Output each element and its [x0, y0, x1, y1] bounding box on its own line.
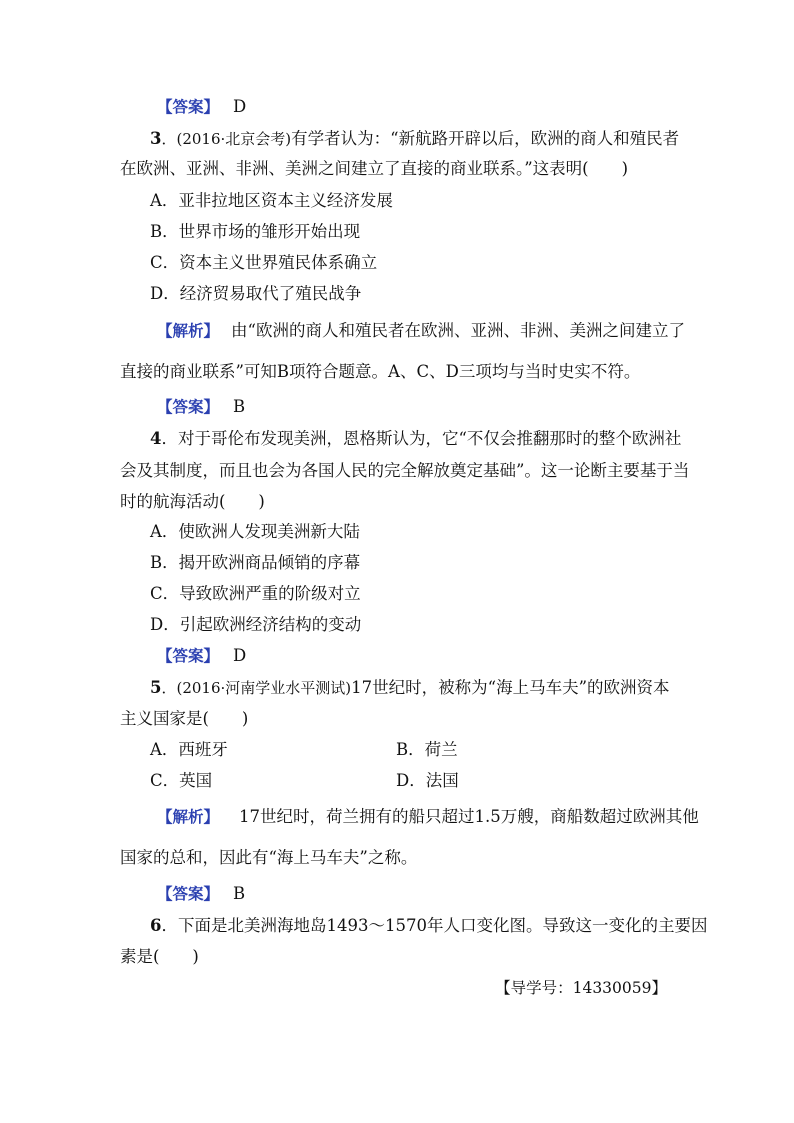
- answer-line: [157, 645, 246, 667]
- question-number: 4: [150, 429, 162, 448]
- explanation-line-1: [157, 320, 685, 342]
- question-text: ．下面是北美洲海地岛1493～1570年人口变化图。导致这一变化的主要因: [161, 916, 708, 935]
- question-4-line-2: 会及其制度，而且也会为各国人民的完全解放奠定基础”。这一论断主要基于当: [120, 461, 690, 480]
- question-4-line-1: [150, 428, 681, 450]
- answer-label: 【答案】: [157, 885, 220, 903]
- answer-value: D: [233, 646, 247, 665]
- question-source: ．(2016·北京会考): [161, 130, 292, 148]
- option-d: D．引起欧洲经济结构的变动: [150, 615, 362, 634]
- question-6-line-2: 素是( ): [120, 947, 199, 966]
- answer-value: B: [233, 397, 246, 416]
- answer-value: D: [233, 97, 247, 116]
- explanation-text: 17世纪时，荷兰拥有的船只超过1.5万艘，商船数超过欧洲其他: [239, 807, 699, 826]
- option-b: B．揭开欧洲商品倾销的序幕: [150, 553, 361, 572]
- question-text: 有学者认为：“新航路开辟以后，欧洲的商人和殖民者: [291, 129, 680, 148]
- question-5-line-1: [150, 677, 670, 699]
- answer-value: B: [233, 884, 246, 903]
- question-number: 3: [150, 129, 162, 148]
- question-3-line-2: 在欧洲、亚洲、非洲、美洲之间建立了直接的商业联系。”这表明( ): [120, 159, 629, 178]
- answer-label: 【答案】: [157, 98, 220, 116]
- answer-line: [157, 96, 246, 118]
- option-a: A．西班牙: [150, 740, 228, 759]
- explanation-line-2: 国家的总和，因此有“海上马车夫”之称。: [120, 848, 418, 867]
- question-4-line-3: 时的航海活动( ): [120, 492, 265, 511]
- question-number: 6: [150, 916, 162, 935]
- explanation-line-2: 直接的商业联系”可知B项符合题意。A、C、D三项均与当时史实不符。: [120, 362, 641, 381]
- option-c: C．资本主义世界殖民体系确立: [150, 253, 378, 272]
- question-5-line-2: 主义国家是( ): [120, 709, 249, 728]
- option-a: A．亚非拉地区资本主义经济发展: [150, 191, 393, 210]
- answer-label: 【答案】: [157, 647, 220, 665]
- option-a: A．使欧洲人发现美洲新大陆: [150, 522, 360, 541]
- option-d: D．法国: [396, 771, 459, 790]
- answer-line: [157, 396, 245, 418]
- option-b: B．荷兰: [396, 740, 458, 759]
- answer-label: 【答案】: [157, 398, 220, 416]
- question-text: ．对于哥伦布发现美洲，恩格斯认为，它“不仅会推翻那时的整个欧洲社: [161, 429, 682, 448]
- explanation-text: 由“欧洲的商人和殖民者在欧洲、亚洲、非洲、美洲之间建立了: [231, 321, 685, 340]
- option-b: B．世界市场的雏形开始出现: [150, 222, 361, 241]
- option-c: C．英国: [150, 771, 213, 790]
- question-text: 17世纪时，被称为“海上马车夫”的欧洲资本: [351, 678, 670, 697]
- explanation-label: 【解析】: [157, 322, 220, 340]
- question-6-line-1: [150, 915, 707, 937]
- question-number: 5: [150, 678, 162, 697]
- guide-number: 【导学号：14330059】: [495, 979, 667, 997]
- question-source: ．(2016·河南学业水平测试): [161, 679, 352, 697]
- explanation-line-1: [157, 806, 699, 828]
- answer-line: [157, 883, 245, 905]
- option-d: D．经济贸易取代了殖民战争: [150, 284, 362, 303]
- question-3-line-1: [150, 128, 679, 150]
- explanation-label: 【解析】: [157, 808, 220, 826]
- option-c: C．导致欧洲严重的阶级对立: [150, 584, 361, 603]
